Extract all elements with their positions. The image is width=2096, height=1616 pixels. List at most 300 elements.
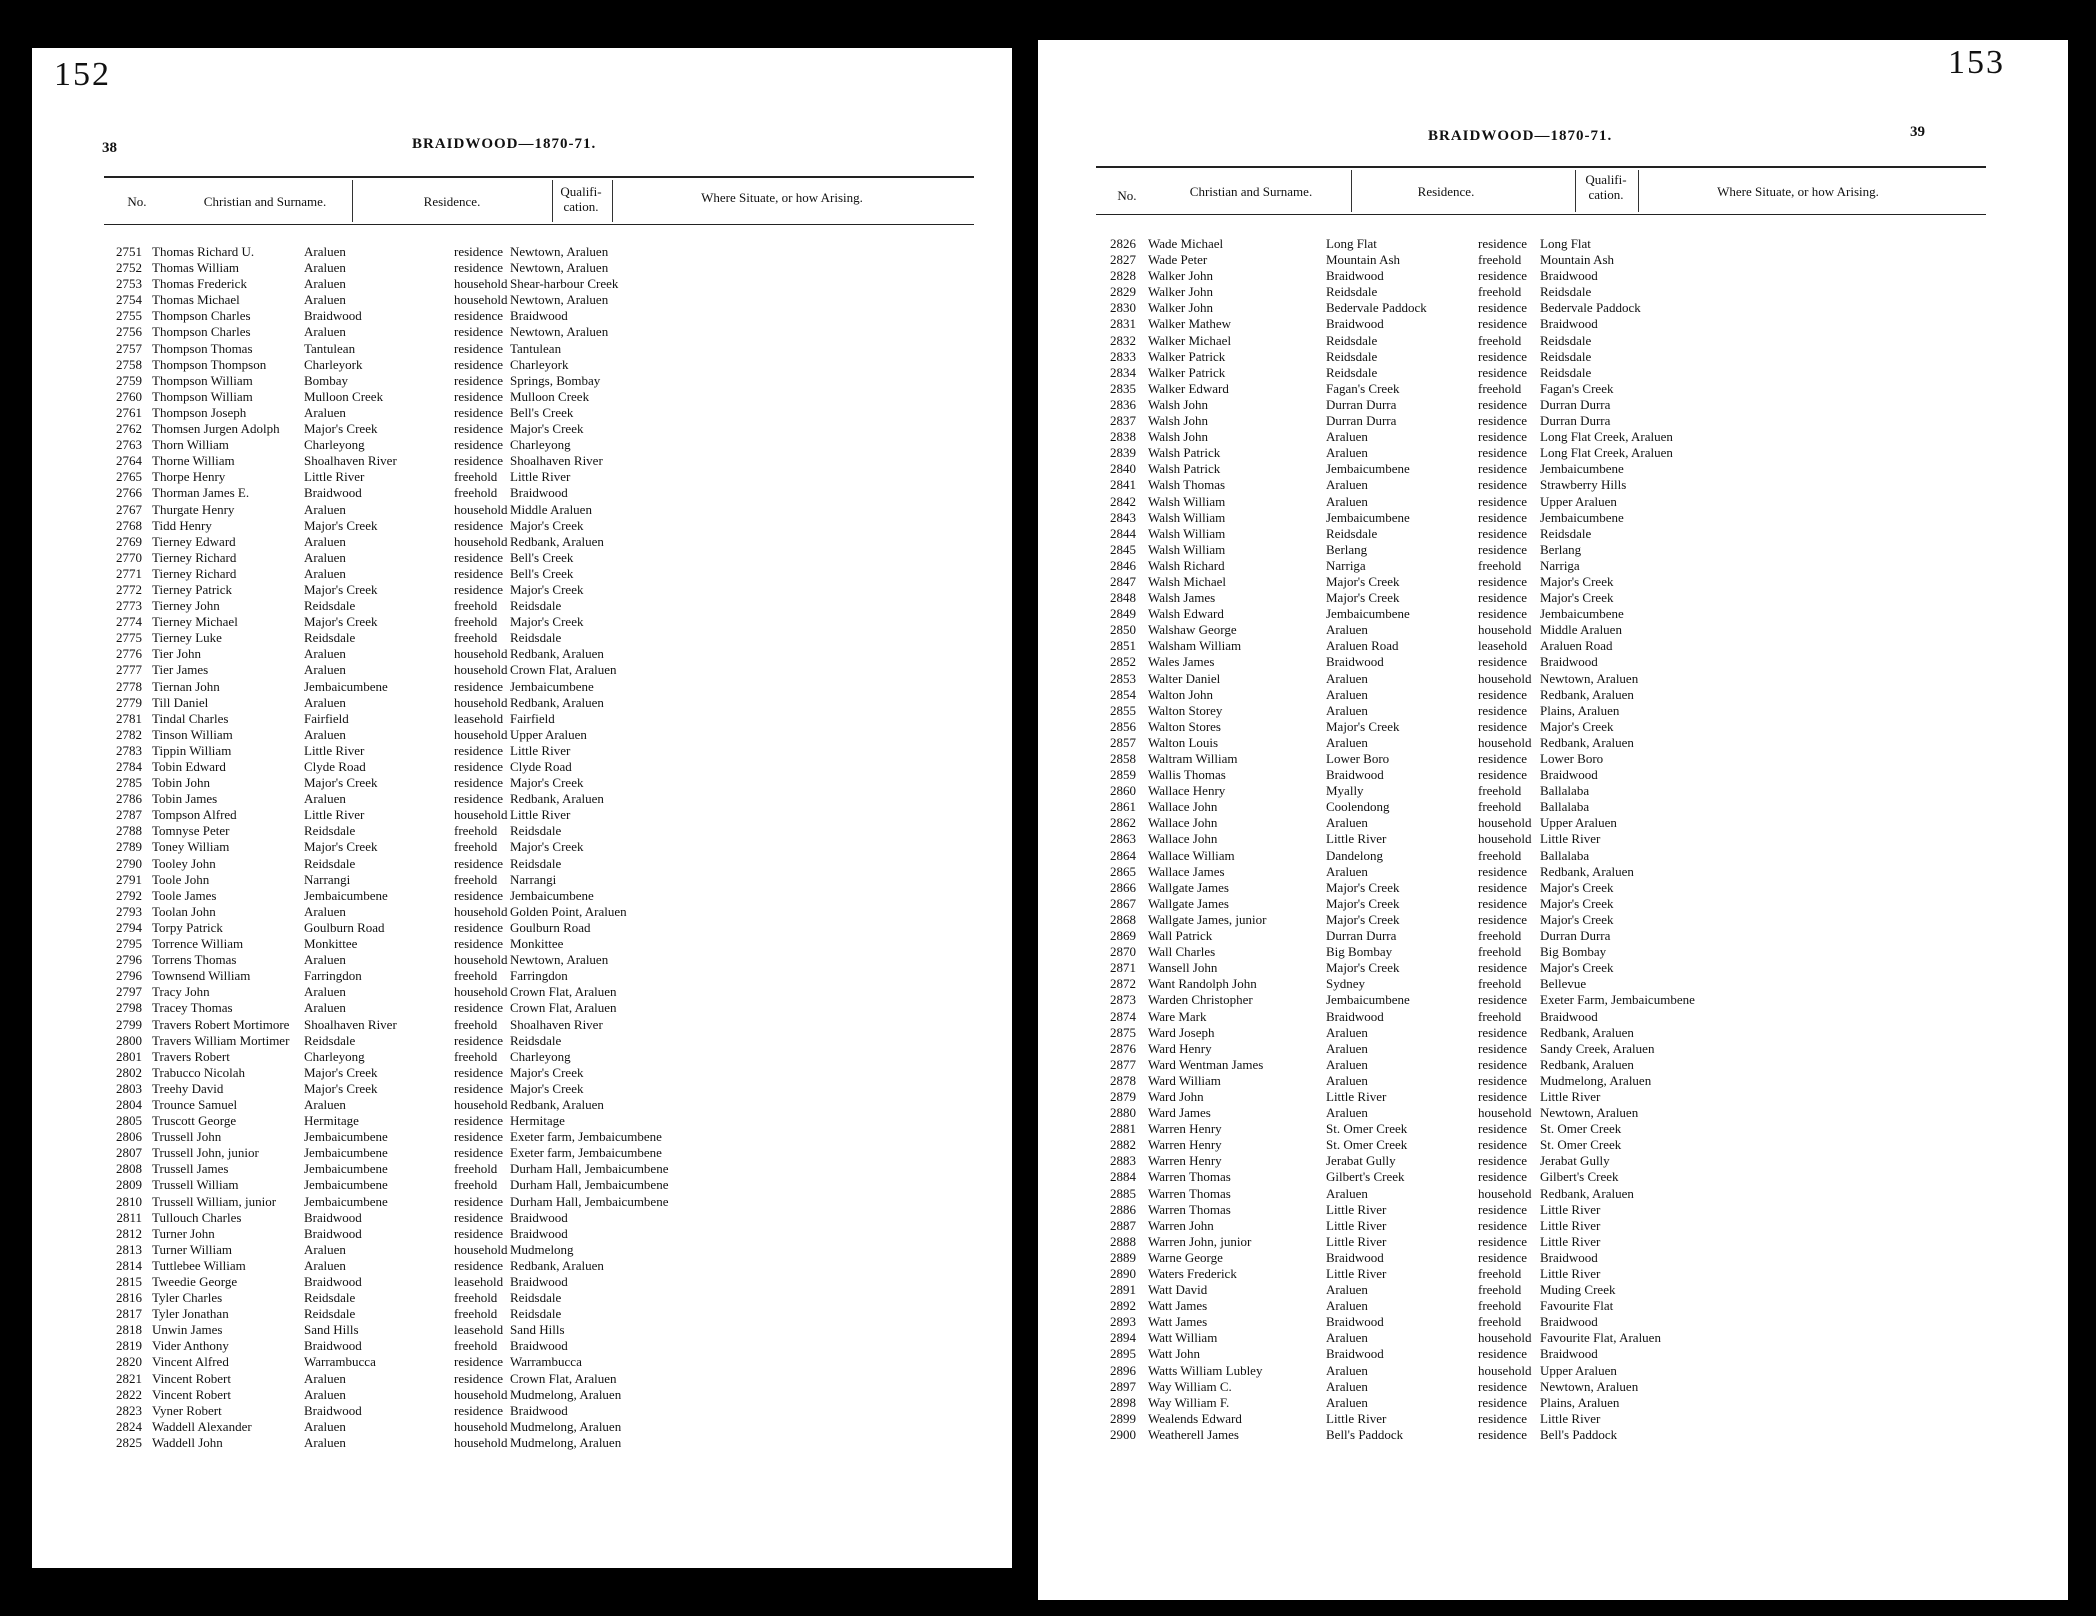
entry-number: 2878 [1110,1072,1136,1088]
residence: Berlang [1326,541,1368,557]
residence: Major's Creek [304,421,378,437]
qualification: freehold [1478,1266,1522,1281]
entry-number: 2876 [1110,1040,1136,1056]
register-entry [1088,671,2038,687]
residence: Araluen [1326,1282,1368,1298]
entry-number: 2851 [1110,638,1136,654]
residence: Charleyong [304,1048,365,1064]
elector-name: Torrens Thomas [152,952,237,968]
residence: Braidwood [304,1338,362,1354]
elector-name: Walsh John [1148,429,1208,445]
residence: Braidwood [1326,268,1384,284]
qualification: residence [1478,348,1528,364]
residence: Little River [1326,1088,1387,1104]
register-entry [92,485,992,501]
where-situate: Redbank, Araluen [1540,863,1634,879]
qualification: household [1478,1105,1532,1121]
qualification: residence [454,340,504,356]
entry-number: 2835 [1110,380,1136,396]
elector-name: Wallace James [1148,863,1225,879]
entry-number: 2812 [116,1225,142,1241]
entry-number: 2813 [116,1241,142,1257]
residence: Reidsdale [304,1306,356,1322]
qualification: residence [1478,268,1528,284]
qualification: residence [1478,493,1528,509]
entry-number: 2866 [1110,879,1136,895]
where-situate: Durran Durra [1540,413,1611,429]
elector-name: Walton Stores [1148,718,1221,734]
register-entry [92,727,992,743]
where-situate: Major's Creek [510,517,584,533]
entry-number: 2764 [116,453,142,469]
where-situate: Little River [1540,1266,1601,1281]
where-situate: Durham Hall, Jembaicumbene [510,1193,669,1209]
entry-number: 2818 [116,1322,142,1338]
where-situate: Springs, Bombay [510,372,601,388]
qualification: freehold [454,485,498,501]
entry-number: 2760 [116,388,142,404]
register-entry [92,1145,992,1161]
header-no: No. [127,194,147,209]
entry-number: 2754 [116,292,142,308]
elector-name: Turner William [152,1241,233,1257]
elector-name: Torpy Patrick [152,919,223,935]
qualification: freehold [454,871,498,887]
elector-name: Tobin Edward [152,759,226,774]
register-entry [1088,864,2038,880]
elector-name: Thorman James E. [152,485,250,501]
where-situate: Monkittee [510,936,564,952]
elector-name: Walsh Thomas [1148,477,1226,493]
qualification: freehold [454,1338,498,1354]
elector-name: Tyler Jonathan [152,1306,229,1322]
left-page [32,48,1012,1568]
register-entry [1088,783,2038,799]
register-entry [92,582,992,598]
register-entry [1088,1379,2038,1395]
register-entry [1088,1330,2038,1346]
residence: Little River [1326,1233,1387,1249]
entry-number: 2769 [116,533,142,549]
residence: Reidsdale [304,630,356,646]
entry-number: 2767 [116,501,142,517]
entry-number: 2814 [116,1257,142,1273]
residence: Durran Durra [1326,928,1397,944]
where-situate: Redbank, Araluen [1540,1056,1634,1072]
elector-name: Tomnyse Peter [152,823,230,839]
register-entry [1088,1298,2038,1314]
entry-number: 2850 [1110,622,1136,638]
qualification: household [454,1096,508,1112]
qualification: residence [454,1257,504,1273]
entry-number: 2864 [1110,847,1136,863]
residence: Reidsdale [304,855,356,871]
entry-number: 2821 [116,1370,142,1386]
where-situate: Newtown, Araluen [510,244,609,259]
entry-number: 2863 [1110,831,1136,847]
elector-name: Wansell John [1148,960,1218,976]
residence: Braidwood [304,1225,362,1241]
qualification: residence [1478,1024,1528,1040]
qualification: household [454,1418,508,1434]
register-entry [1088,912,2038,928]
where-situate: Jembaicumbene [1540,461,1624,477]
where-situate: Mudmelong, Araluen [1540,1072,1652,1088]
qualification: residence [454,678,504,694]
where-situate: Braidwood [1540,1008,1598,1024]
residence: Reidsdale [1326,284,1378,300]
where-situate: Major's Creek [1540,960,1614,976]
elector-name: Wallace Henry [1148,783,1226,799]
where-situate: Major's Creek [1540,590,1614,606]
residence: Little River [1326,831,1387,847]
register-entry [1088,1250,2038,1266]
entry-number: 2830 [1110,300,1136,316]
where-situate: Bell's Creek [510,404,574,420]
where-situate: Mudmelong, Araluen [510,1386,622,1402]
where-situate: Reidsdale [510,1306,562,1322]
elector-name: Wallgate James [1148,879,1229,895]
where-situate: Crown Flat, Araluen [510,662,617,678]
entry-number: 2838 [1110,429,1136,445]
register-entry [92,823,992,839]
elector-name: Walker John [1148,300,1214,316]
residence: Durran Durra [1326,396,1397,412]
register-entry [1088,1202,2038,1218]
residence: Araluen [304,984,346,1000]
elector-name: Tierney Richard [152,565,237,581]
register-entry [92,1161,992,1177]
qualification: residence [1478,960,1528,976]
entry-number: 2791 [116,871,142,887]
residence: Major's Creek [304,581,378,597]
where-situate: Braidwood [1540,654,1598,670]
elector-name: Thompson Charles [152,324,251,340]
where-situate: Middle Araluen [1540,622,1622,638]
qualification: residence [1478,1249,1528,1265]
residence: Araluen [1326,863,1368,879]
elector-name: Tracey Thomas [152,1000,233,1016]
elector-name: Tobin James [152,791,218,807]
elector-name: Thorn William [152,437,229,453]
qualification: residence [454,244,504,259]
register-entry [1088,1186,2038,1202]
elector-name: Trussell James [152,1161,229,1177]
qualification: household [1478,1362,1532,1378]
register-entry [92,550,992,566]
qualification: residence [454,388,504,404]
register-entry [1088,1041,2038,1057]
entry-number: 2752 [116,260,142,276]
elector-name: Warne George [1148,1249,1223,1265]
residence: Little River [304,469,365,485]
elector-name: Thomas William [152,260,239,276]
qualification: residence [454,517,504,533]
qualification: residence [454,887,504,903]
where-situate: Berlang [1540,541,1582,557]
register-entry [1088,558,2038,574]
qualification: household [1478,670,1532,686]
where-situate: Farringdon [510,968,568,984]
residence: Major's Creek [1326,895,1400,911]
residence: Araluen [304,1370,346,1386]
residence: Araluen [304,726,346,742]
residence: Jembaicumbene [1326,509,1410,525]
residence: Jembaicumbene [304,1161,388,1177]
residence: Hermitage [304,1113,359,1129]
entry-number: 2894 [1110,1330,1136,1346]
residence: Sydney [1326,976,1365,992]
where-situate: Little River [1540,1088,1601,1104]
where-situate: Newtown, Araluen [1540,670,1639,686]
register-entry [92,1419,992,1435]
qualification: residence [454,1113,504,1129]
qualification: household [454,662,508,678]
qualification: household [454,903,508,919]
elector-name: Thorne William [152,453,235,469]
qualification: residence [1478,509,1528,525]
qualification: residence [454,1225,504,1241]
elector-name: Wealends Edward [1148,1410,1242,1426]
entry-number: 2885 [1110,1185,1136,1201]
qualification: freehold [1478,380,1522,396]
residence: Araluen [1326,1298,1368,1314]
entry-number: 2784 [116,759,142,774]
register-entry [1088,960,2038,976]
qualification: residence [1478,895,1528,911]
entry-number: 2822 [116,1386,142,1402]
folio-number: 152 [54,56,111,93]
entry-number: 2884 [1110,1169,1136,1185]
where-situate: Braidwood [510,1209,568,1225]
entry-number: 2867 [1110,895,1136,911]
where-situate: Braidwood [1540,767,1598,783]
elector-name: Travers Robert Mortimore [152,1016,290,1032]
elector-name: Tiernan John [152,678,220,694]
register-entry [92,373,992,389]
qualification: residence [454,421,504,437]
entry-number: 2842 [1110,493,1136,509]
where-situate: Crown Flat, Araluen [510,1370,617,1386]
where-situate: Jembaicumbene [510,678,594,694]
entry-number: 2776 [116,646,142,662]
elector-name: Walker John [1148,284,1214,300]
register-entry [1088,687,2038,703]
register-entry [92,437,992,453]
qualification: freehold [454,1048,498,1064]
residence: Braidwood [1326,316,1384,332]
residence: Araluen [304,791,346,807]
residence: Araluen [1326,670,1368,686]
residence: Araluen [304,404,346,420]
elector-name: Watt William [1148,1330,1218,1346]
register-entry [92,1306,992,1322]
entry-number: 2868 [1110,911,1136,927]
qualification: residence [1478,718,1528,734]
qualification: leasehold [454,1322,504,1338]
qualification: residence [1478,445,1528,461]
where-situate: Major's Creek [510,775,584,791]
where-situate: Newtown, Araluen [510,292,609,308]
entry-number: 2888 [1110,1233,1136,1249]
register-entry [92,807,992,823]
qualification: household [1478,1330,1532,1346]
entry-number: 2881 [1110,1121,1136,1137]
where-situate: Jembaicumbene [510,887,594,903]
page-number: 38 [102,140,117,156]
where-situate: Newtown, Araluen [510,260,609,276]
register-entry [92,1000,992,1016]
entry-number: 2785 [116,775,142,791]
entry-number: 2871 [1110,960,1136,976]
qualification: residence [454,1370,504,1386]
elector-name: Wall Patrick [1148,928,1213,944]
residence: Araluen [304,903,346,919]
where-situate: Braidwood [510,308,568,324]
residence: Major's Creek [304,839,378,855]
elector-name: Wallace John [1148,799,1218,815]
qualification: leasehold [1478,638,1528,654]
entry-number: 2859 [1110,767,1136,783]
register-entry [1088,896,2038,912]
elector-name: Vincent Robert [152,1370,232,1386]
qualification: residence [454,308,504,324]
where-situate: Long Flat Creek, Araluen [1540,445,1673,461]
residence: Durran Durra [1326,413,1397,429]
register-entry [1088,1057,2038,1073]
register-entry [1088,654,2038,670]
residence: Jembaicumbene [304,1177,388,1193]
qualification: freehold [1478,976,1522,992]
where-situate: Braidwood [1540,1249,1598,1265]
qualification: freehold [454,823,498,839]
residence: Major's Creek [304,775,378,791]
where-situate: Strawberry Hills [1540,477,1627,493]
residence: Major's Creek [1326,911,1400,927]
elector-name: Wallgate James, junior [1148,911,1267,927]
elector-name: Unwin James [152,1322,223,1338]
qualification: residence [1478,1121,1528,1137]
elector-name: Thomas Richard U. [152,244,255,259]
entry-number: 2852 [1110,654,1136,670]
where-situate: Fairfield [510,710,555,726]
header-qualification: Qualifi- cation. [1585,172,1627,202]
residence: Reidsdale [1326,348,1378,364]
entry-number: 2758 [116,356,142,372]
where-situate: Reidsdale [510,855,562,871]
register-entry [92,1065,992,1081]
register-entry [1088,1218,2038,1234]
elector-name: Toney William [152,839,230,855]
qualification: residence [454,565,504,581]
header-where: Where Situate, or how Arising. [1717,184,1879,199]
entry-number: 2779 [116,694,142,710]
qualification: household [1478,831,1532,847]
register-entry [1088,413,2038,429]
entry-number: 2875 [1110,1024,1136,1040]
qualification: freehold [1478,799,1522,815]
elector-name: Trabucco Nicolah [152,1064,246,1080]
where-situate: Newtown, Araluen [1540,1378,1639,1394]
where-situate: Braidwood [510,1225,568,1241]
elector-name: Walsham William [1148,638,1242,654]
elector-name: Tierney Michael [152,614,238,630]
residence: Araluen [304,533,346,549]
where-situate: Redbank, Araluen [1540,686,1634,702]
where-situate: Tantulean [510,340,562,356]
where-situate: Ballalaba [1540,847,1590,863]
residence: Araluen [1326,445,1368,461]
entry-number: 2809 [116,1177,142,1193]
elector-name: Tindal Charles [152,710,229,726]
register-entry [1088,751,2038,767]
qualification: household [454,276,508,292]
register-entry [1088,510,2038,526]
entry-number: 2883 [1110,1153,1136,1169]
entry-number: 2898 [1110,1394,1136,1410]
where-situate: Exeter Farm, Jembaicumbene [1540,992,1695,1008]
entry-number: 2792 [116,887,142,903]
qualification: residence [1478,1346,1528,1362]
elector-name: Walker John [1148,268,1214,284]
residence: Araluen [304,260,346,276]
register-entry [1088,831,2038,847]
entry-number: 2874 [1110,1008,1136,1024]
residence: Warrambucca [304,1354,376,1370]
where-situate: Crown Flat, Araluen [510,984,617,1000]
elector-name: Vincent Alfred [152,1354,229,1370]
where-situate: Redbank, Araluen [510,646,604,662]
elector-name: Thomas Frederick [152,276,247,292]
entry-number: 2827 [1110,252,1136,268]
qualification: residence [454,1064,504,1080]
where-situate: Bell's Creek [510,565,574,581]
register-entry [92,1435,992,1451]
qualification: household [1478,734,1532,750]
elector-name: Walton Storey [1148,702,1223,718]
entry-number: 2820 [116,1354,142,1370]
qualification: freehold [1478,1008,1522,1024]
register-entry [1088,880,2038,896]
qualification: freehold [1478,847,1522,863]
register-entry [1088,542,2038,558]
entry-number: 2755 [116,308,142,324]
where-situate: Major's Creek [510,1064,584,1080]
register-entry [1088,815,2038,831]
register-entry [1088,1073,2038,1089]
register-entry [92,502,992,518]
residence: St. Omer Creek [1326,1121,1408,1137]
entry-number: 2831 [1110,316,1136,332]
register-entry [1088,284,2038,300]
entry-number: 2879 [1110,1088,1136,1104]
register-entry [1088,848,2038,864]
residence: Little River [1326,1217,1387,1233]
elector-name: Tierney Richard [152,549,237,565]
where-situate: Redbank, Araluen [510,533,604,549]
entry-number: 2808 [116,1161,142,1177]
residence: Jembaicumbene [1326,461,1410,477]
register-entry [1088,703,2038,719]
residence: Araluen [1326,734,1368,750]
where-situate: Fagan's Creek [1540,380,1614,396]
register-entry [92,1274,992,1290]
qualification: residence [454,453,504,469]
qualification: household [1478,622,1532,638]
entry-number: 2825 [116,1434,142,1450]
where-situate: Ballalaba [1540,783,1590,799]
residence: Araluen [1326,1024,1368,1040]
